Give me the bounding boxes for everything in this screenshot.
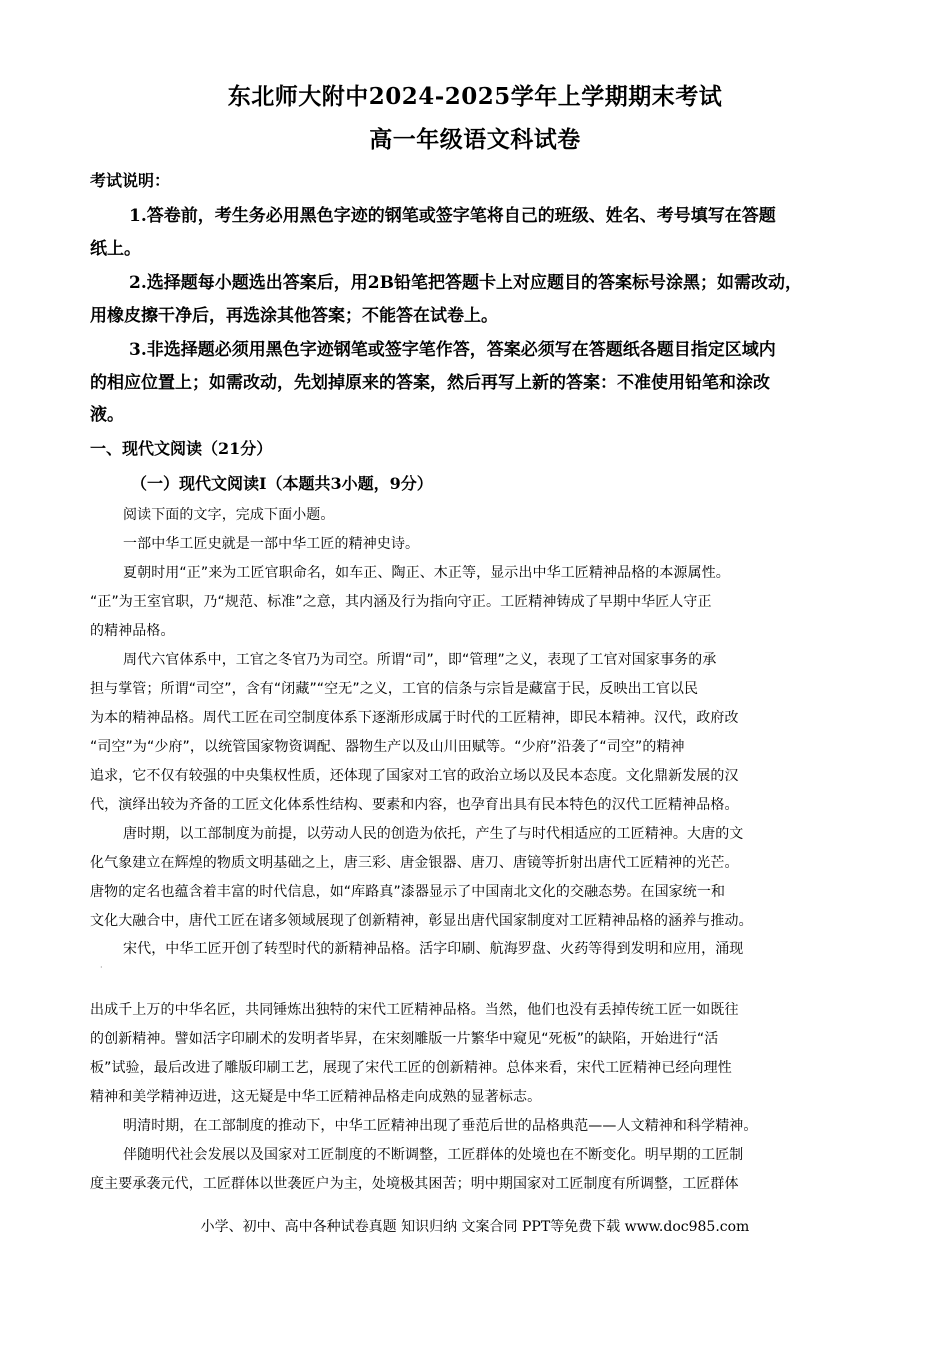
exam-subtitle: 高一年级语文科试卷 (369, 126, 581, 153)
article-line: 阅读下面的文字，完成下面小题。 (123, 507, 335, 523)
article-line: 唐物的定名也蕴含着丰富的时代信息，如“库路真”漆器显示了中国南北文化的交融态势。在国家统一和 (90, 884, 726, 900)
article-line: 一部中华工匠史就是一部中华工匠的精神史诗。 (123, 536, 420, 552)
article-line: 的创新精神。譬如活字印刷术的发明者毕昇，在宋刻雕版一片繁华中窥见“死板”的缺陷，开始进行“活 (90, 1031, 719, 1047)
instruction-3-line-3: 液。 (90, 405, 124, 425)
article-line: 夏朝时用“正”来为工匠官职命名，如车正、陶正、木正等，显示出中华工匠精神品格的本源属性。 (123, 565, 730, 581)
article-line: 伴随明代社会发展以及国家对工匠制度的不断调整，工匠群体的处境也在不断变化。明早期的工匠制 (123, 1147, 744, 1163)
section-heading: 一、现代文阅读（21分） (90, 439, 273, 458)
article-line: 代，演绎出较为齐备的工匠文化体系性结构、要素和内容，也孕育出具有民本特色的汉代工匠精神品格。 (90, 797, 739, 813)
footer-text: 小学、初中、高中各种试卷真题 知识归纳 文案合同 PPT等免费下载 www.doc985.com (200, 1219, 750, 1235)
article-line: “司空”为“少府”，以统管国家物资调配、器物生产以及山川田赋等。“少府”沿袭了“司空”的精神 (90, 739, 685, 755)
instruction-2-line-1: 2.选择题每小题选出答案后，用2B铅笔把答题卡上对应题目的答案标号涂黑；如需改动， (129, 273, 802, 293)
article-line: 出成千上万的中华名匠，共同锤炼出独特的宋代工匠精神品格。当然，他们也没有丢掉传统工匠一如既往 (90, 1002, 739, 1018)
article-line: 度主要承袭元代，工匠群体以世袭匠户为主，处境极其困苦；明中期国家对工匠制度有所调整，工匠群体 (90, 1176, 739, 1192)
article-line: 追求，它不仅有较强的中央集权性质，还体现了国家对工官的政治立场以及民本态度。文化鼎新发展的汉 (90, 768, 739, 784)
article-line: 唐时期，以工部制度为前提，以劳动人民的创造为依托，产生了与时代相适应的工匠精神。大唐的文 (123, 826, 744, 842)
instruction-1-line-1: 1.答卷前，考生务必用黑色字迹的钢笔或签字笔将自己的班级、姓名、考号填写在答题 (129, 206, 776, 226)
article-line: “正”为王室官职，乃“规范、标准”之意，其内涵及行为指向守正。工匠精神铸成了早期中华匠人守正 (90, 594, 712, 610)
article-line: 周代六官体系中，工官之冬官乃为司空。所谓“司”，即“管理”之义，表现了工官对国家事务的承 (123, 652, 717, 668)
instruction-1-line-2: 纸上。 (90, 239, 141, 259)
article-line: 文化大融合中，唐代工匠在诸多领域展现了创新精神，彰显出唐代国家制度对工匠精神品格的涵养与推动。 (90, 913, 753, 929)
instruction-3-line-2: 的相应位置上；如需改动，先划掉原来的答案，然后再写上新的答案：不准使用铅笔和涂改 (90, 373, 770, 393)
article-line: 精神和美学精神迈进，这无疑是中华工匠精神品格走向成熟的显著标志。 (90, 1089, 542, 1105)
instructions-heading: 考试说明： (90, 171, 171, 190)
article-line: 板”试验，最后改进了雕版印刷工艺，展现了宋代工匠的创新精神。总体来看，宋代工匠精神已经向理性 (90, 1060, 732, 1076)
subsection-heading: （一）现代文阅读Ⅰ（本题共3小题，9分） (131, 474, 433, 493)
page-break-mark: · (100, 963, 103, 972)
article-line: 担与掌管；所谓“司空”，含有“闭藏”“空无”之义，工官的信条与宗旨是藏富于民，反映出工官以民 (90, 681, 699, 697)
article-line: 为本的精神品格。周代工匠在司空制度体系下逐渐形成属于时代的工匠精神，即民本精神。汉代，政府改 (90, 710, 739, 726)
article-line: 宋代，中华工匠开创了转型时代的新精神品格。活字印刷、航海罗盘、火药等得到发明和应用，涌现 (123, 941, 744, 957)
exam-title: 东北师大附中2024-2025学年上学期期末考试 (227, 83, 723, 110)
article-line: 化气象建立在辉煌的物质文明基础之上，唐三彩、唐金银器、唐刀、唐镜等折射出唐代工匠精神的光芒。 (90, 855, 739, 871)
instruction-3-line-1: 3.非选择题必须用黑色字迹钢笔或签字笔作答，答案必须写在答题纸各题目指定区域内 (129, 340, 776, 360)
article-line: 的精神品格。 (90, 623, 175, 639)
article-line: 明清时期，在工部制度的推动下，中华工匠精神出现了垂范后世的品格典范——人文精神和科学精神。 (123, 1118, 758, 1134)
instruction-2-line-2: 用橡皮擦干净后，再选涂其他答案；不能答在试卷上。 (90, 306, 498, 326)
